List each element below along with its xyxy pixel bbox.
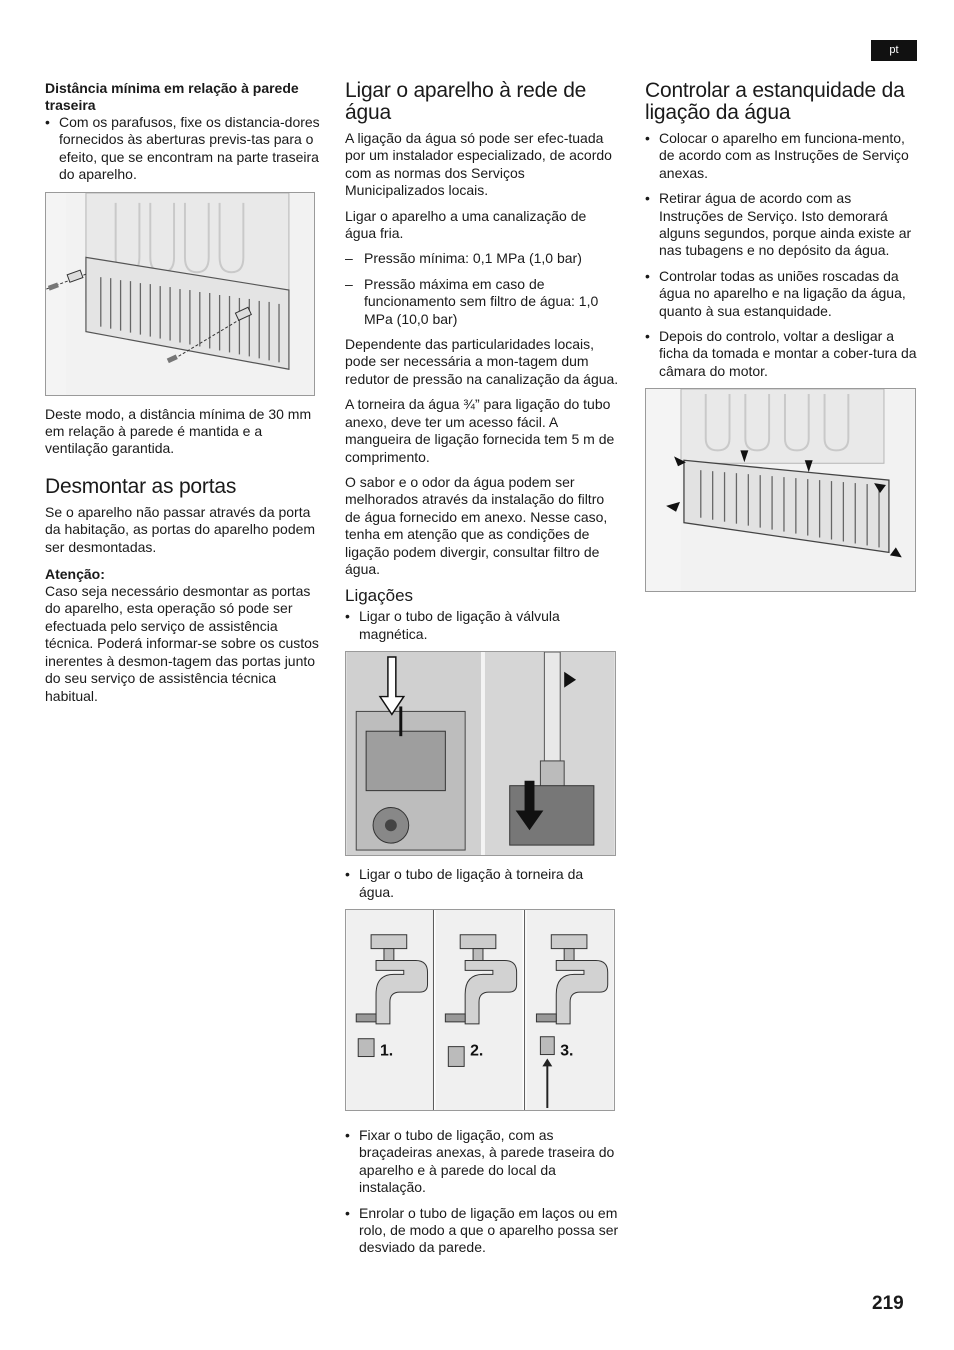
step-label: 2. (470, 1042, 484, 1060)
list-item: • Fixar o tubo de ligação, com as braçadeiras anexas, à parede traseira do aparelho e à parede do local da instalação. (345, 1127, 620, 1197)
page-number: 219 (872, 1293, 904, 1314)
paragraph: A ligação da água só pode ser efec-tuada por um instalador especializado, de acordo com as normas dos Serviços Municipalizados locais. (345, 130, 612, 199)
paragraph: O sabor e o odor da água podem ser melhorados através da instalação do filtro de água fornecido em anexo. Nesse caso, tenha em atenção que as condições de ligação podem divergir, consultar filtro de água. (345, 473, 608, 577)
list-item: • Retirar água de acordo com as Instruções de Serviço. Isto demorará alguns segundos, porque ainda existe ar nas tubagens e no depósito da água. (645, 190, 917, 260)
tap-steps-illustration (345, 909, 615, 1111)
list-item: • Colocar o aparelho em funciona-mento, de acordo com as Instruções de Serviço anexas. (645, 130, 917, 182)
list-item: • Depois do controlo, voltar a desligar a ficha da tomada e montar a cober-tura da câmara do motor. (645, 328, 917, 380)
motor-cover-illustration (645, 388, 916, 592)
doors-title: Desmontar as portas (45, 474, 237, 498)
step-label: 1. (380, 1042, 394, 1060)
column-2 (345, 80, 620, 1265)
list-item: • Ligar o tubo de ligação à torneira da água. (345, 866, 620, 901)
list-item: – Pressão máxima em caso de funcionamento sem filtro de água: 1,0 MPa (10,0 bar) (345, 276, 620, 328)
fixing-list (345, 1127, 620, 1257)
appliance-back-spacers-drawing (46, 193, 314, 395)
column-1 (45, 80, 320, 713)
min-distance-heading: Distância mínima em relação à parede traseira (45, 80, 299, 113)
paragraph: Dependente das particularidades locais, pode ser necessária a mon-tagem dum redutor de pressão na canalização da água. (345, 336, 619, 387)
attention-paragraph: Caso seja necessário desmontar as portas do aparelho, esta operação só pode ser efectuada pelo serviço de assistência técnica. Poderá informar-se sobre os custos inerentes à desmon-tagem das portas junto do seu serviço de assistência técnica habitual. (45, 583, 319, 704)
spacer-illustration (45, 192, 315, 396)
list-item: • Controlar todas as uniões roscadas da água no aparelho e na ligação da água, quanto à sua estanquidade. (645, 268, 917, 320)
paragraph: Ligar o aparelho a uma canalização de água fria. (345, 207, 587, 242)
water-connection-title: Ligar o aparelho à rede de água (345, 79, 587, 124)
valve-photos (345, 651, 616, 856)
list-item: • Ligar o tubo de ligação à válvula magnética. (345, 608, 620, 643)
pressure-list (345, 250, 620, 328)
leak-check-title: Controlar a estanquidade da ligação da água (645, 79, 905, 124)
solenoid-valve-drawing (346, 652, 615, 855)
attention-label: Atenção: (45, 566, 105, 583)
tap-list (345, 866, 620, 901)
min-distance-result: Deste modo, a distância mínima de 30 mm em relação à parede é mantida e a ventilação garantida. (45, 405, 312, 457)
paragraph: A torneira da água ¾” para ligação do tubo anexo, deve ter um acesso fácil. A mangueira de ligação fornecida tem 5 m de comprimento. (345, 396, 615, 465)
column-3 (645, 80, 917, 592)
tap-steps-drawing (346, 910, 614, 1110)
list-item: – Pressão mínima: 0,1 MPa (1,0 bar) (345, 250, 620, 267)
doors-paragraph: Se o aparelho não passar através da porta da habitação, as portas do aparelho podem ser desmontadas. (45, 503, 316, 555)
connections-list (345, 608, 620, 643)
motor-cover-drawing (646, 389, 915, 591)
language-tag: pt (871, 40, 917, 61)
leak-check-list (645, 130, 917, 380)
connections-subtitle: Ligações (345, 586, 414, 606)
min-distance-list (45, 114, 320, 184)
list-item: • Com os parafusos, fixe os distancia-dores fornecidos às aberturas previs-tas para o efeito, que se encontram na parte traseira do aparelho. (45, 114, 320, 184)
step-label: 3. (560, 1042, 574, 1060)
list-item: • Enrolar o tubo de ligação em laços ou em rolo, de modo a que o aparelho possa ser desviado da parede. (345, 1205, 620, 1257)
